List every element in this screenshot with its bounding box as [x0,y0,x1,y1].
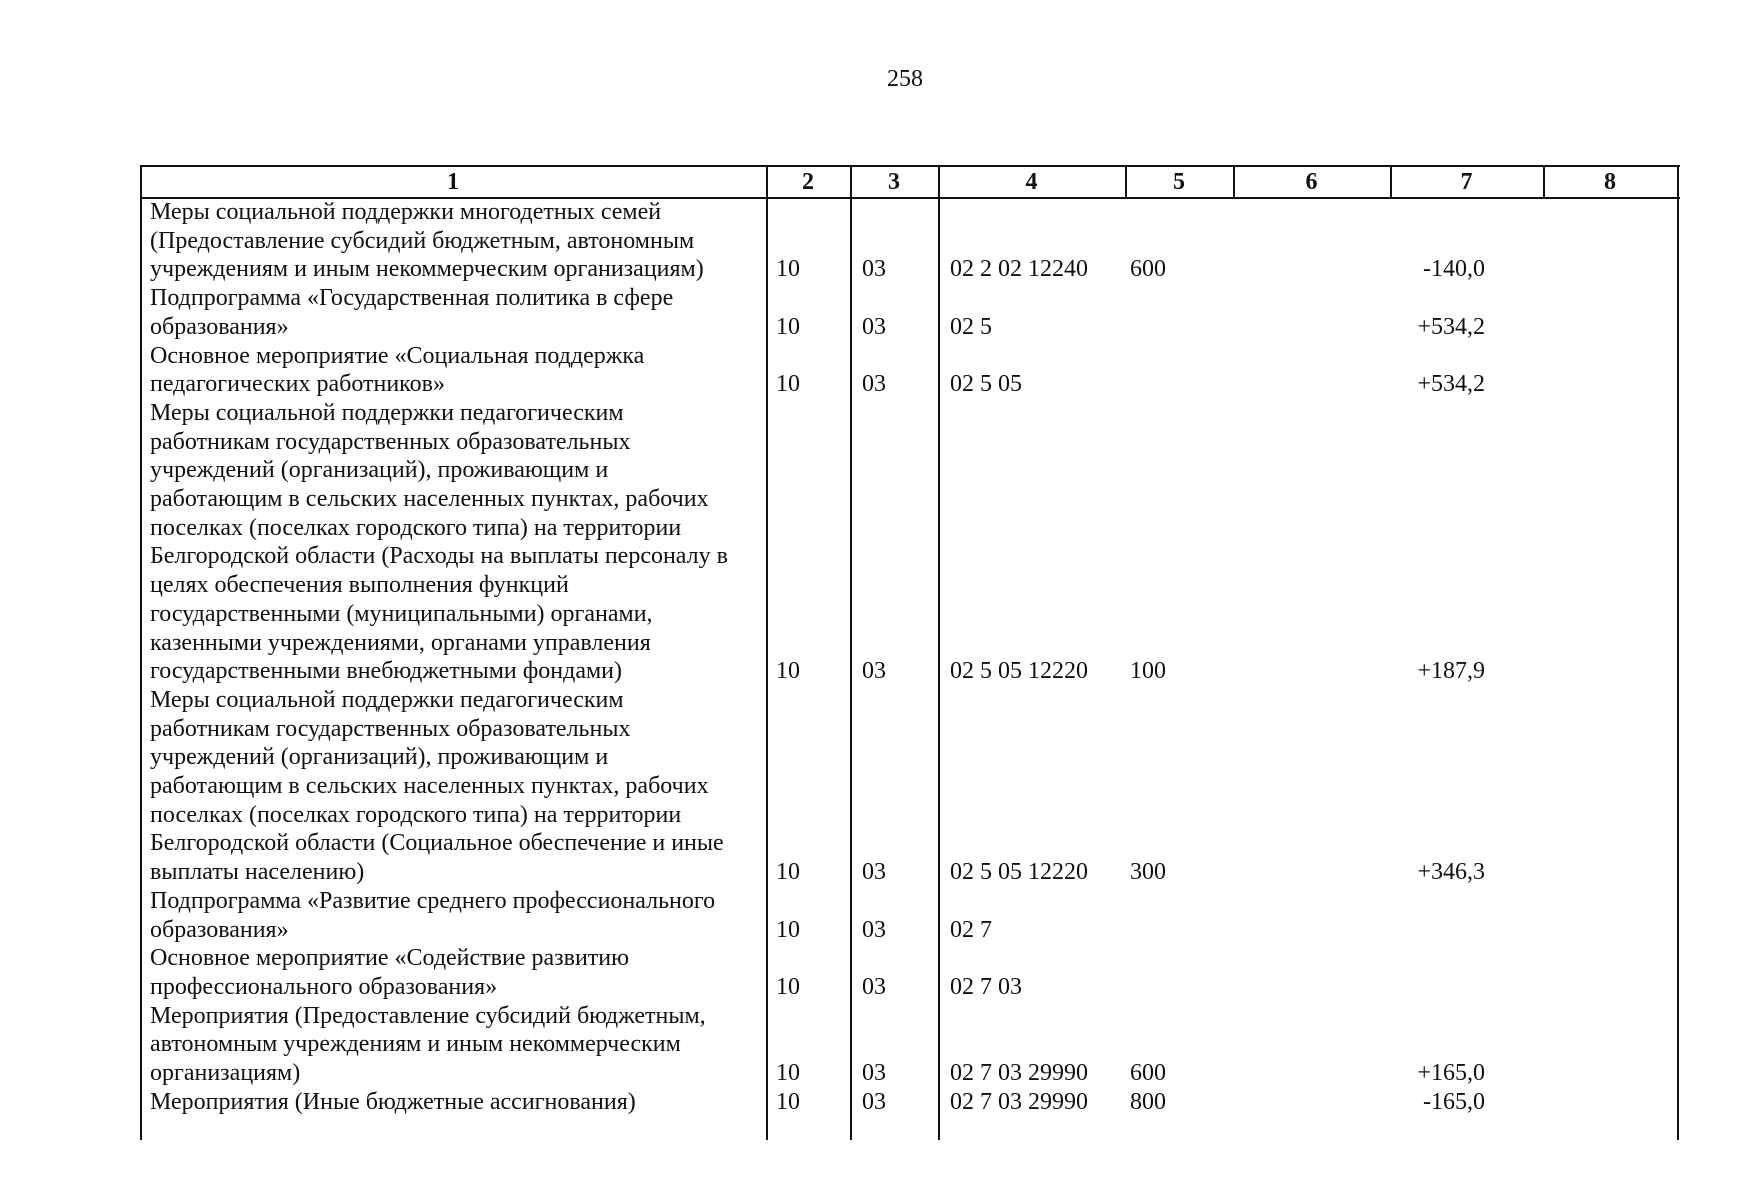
subsection-code: 03 [862,916,886,943]
amount: -165,0 [1423,1088,1485,1115]
row-description: Подпрограмма «Развитие среднего профессионального образования» [150,887,716,943]
table-row [140,399,1680,686]
section-code: 10 [776,1060,800,1087]
row-description: Основное мероприятие «Социальная поддержка педагогических работников» [150,342,645,398]
section-code: 10 [776,658,800,685]
row-description: Мероприятия (Предоставление субсидий бюджетным, автономным учреждениям и иным некоммерческим организациям) [150,1002,706,1087]
table-row [140,1088,1680,1117]
row-description: Подпрограмма «Государственная политика в сфере образования» [150,285,674,340]
subsection-code: 03 [862,371,886,398]
table-row [140,198,1680,284]
subsection-code: 03 [862,859,886,886]
table-row [140,944,1680,1001]
expense-type-code: 800 [1130,1088,1166,1115]
column-header: 2 [802,169,814,195]
column-header: 5 [1173,169,1185,195]
amount: +534,2 [1417,313,1485,340]
expense-type-code: 600 [1130,256,1166,283]
table-body [140,198,1680,1117]
target-article-code: 02 5 05 12220 [950,658,1088,685]
section-code: 10 [776,859,800,886]
table-row [140,686,1680,887]
column-header: 6 [1305,169,1318,195]
target-article-code: 02 5 [950,313,992,340]
expense-type-code: 100 [1130,658,1166,685]
expense-type-code: 600 [1130,1060,1166,1087]
amount: +534,2 [1417,371,1485,398]
section-code: 10 [776,256,800,283]
section-code: 10 [776,371,800,398]
subsection-code: 03 [862,313,886,340]
column-header: 1 [447,169,459,195]
row-description: Меры социальной поддержки педагогическим работникам государственных образовательных учреждений (организаций), проживающим и работающим в сельских населенных пунктах, рабочих поселках (поселках городского типа) на территории Белгородской области (Расходы на выплаты персоналу в целях обеспечения выполнения функций государственными (муниципальными) органами, казенными учреждениями, органами управления государственными внебюджетными фондами) [150,399,728,685]
column-header: 7 [1460,169,1473,195]
budget-table [140,165,1680,1140]
table-row [140,284,1680,341]
amount: +165,0 [1417,1060,1485,1087]
section-code: 10 [776,1088,800,1115]
column-header: 8 [1604,169,1616,195]
target-article-code: 02 5 05 [950,371,1022,398]
section-code: 10 [776,916,800,943]
subsection-code: 03 [862,256,886,283]
page-number: 258 [887,66,923,92]
target-article-code: 02 7 03 29990 [950,1088,1088,1115]
column-header: 4 [1025,169,1038,195]
table-row [140,1002,1680,1088]
subsection-code: 03 [862,658,886,685]
subsection-code: 03 [862,1060,886,1087]
row-description: Основное мероприятие «Содействие развитию профессионального образования» [150,945,630,1000]
table-row [140,887,1680,944]
amount: +346,3 [1417,859,1485,886]
table-row [140,342,1680,399]
subsection-code: 03 [862,1088,886,1115]
target-article-code: 02 7 03 [950,973,1022,1000]
expense-type-code: 300 [1130,859,1166,886]
target-article-code: 02 5 05 12220 [950,859,1088,886]
subsection-code: 03 [862,973,886,1000]
row-description: Меры социальной поддержки педагогическим работникам государственных образовательных учреждений (организаций), проживающим и работающим в сельских населенных пунктах, рабочих поселках (поселках городского типа) на территории Белгородской области (Социальное обеспечение и иные выплаты населению) [150,686,724,886]
section-code: 10 [776,313,800,340]
amount: +187,9 [1417,658,1485,685]
column-header: 3 [888,169,900,195]
row-description: Мероприятия (Иные бюджетные ассигнования) [150,1088,636,1115]
section-code: 10 [776,973,800,1000]
target-article-code: 02 7 03 29990 [950,1060,1088,1087]
row-description: Меры социальной поддержки многодетных семей (Предоставление субсидий бюджетным, автономным учреждениям и иным некоммерческим организациям) [150,199,704,283]
target-article-code: 02 7 [950,916,992,943]
amount: -140,0 [1423,256,1485,283]
target-article-code: 02 2 02 12240 [950,256,1088,283]
